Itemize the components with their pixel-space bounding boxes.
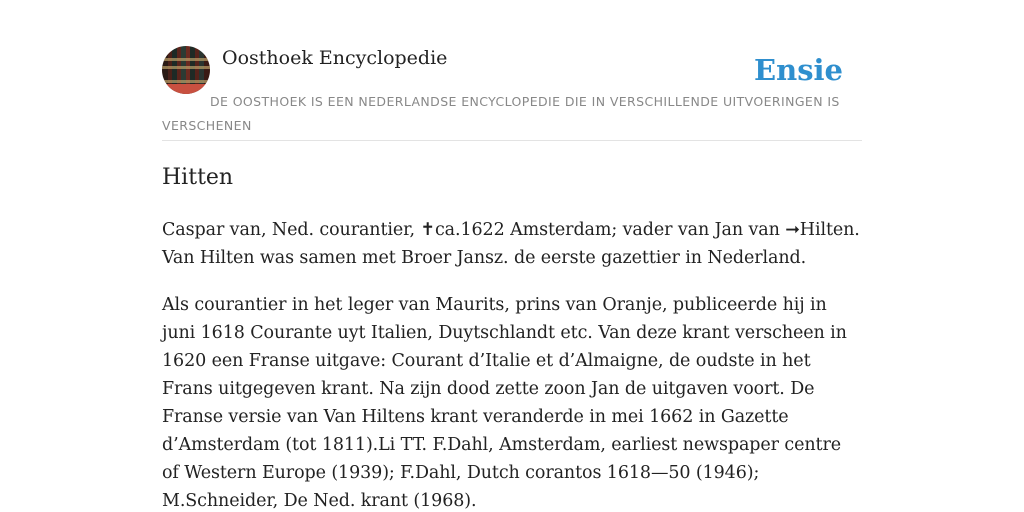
article-title: Hitten: [162, 165, 234, 190]
site-name-link[interactable]: Oosthoek Encyclopedie: [222, 47, 448, 69]
article-paragraph-2: Als courantier in het leger van Maurits, prins van Oranje, publiceerde hij in juni 1618 Courante uyt Italien, Duytschlandt etc. Van deze krant verscheen in 1620 een Franse uitgave: Courant d’Italie et d’Almaigne, de oudste in het Frans uitgegeven krant. Na zijn dood zette zoon Jan de uitgaven voort. De Franse versie van Van Hiltens krant veranderde in mei 1662 in Gazette d’Amsterdam (tot 1811).Li TT. F.Dahl, Amsterdam, earliest newspaper centre of Western Europe (1939); F.Dahl, Dutch corantos 1618—50 (1946); M.Schneider, De Ned. krant (1968).: [162, 295, 847, 511]
ensie-logo-link[interactable]: Ensie: [754, 53, 843, 87]
site-header: [162, 46, 862, 141]
article-paragraph-1: Caspar van, Ned. courantier, ✝ca.1622 Amsterdam; vader van Jan van ➞Hilten. Van Hilten was samen met Broer Jansz. de eerste gazettier in Nederland.: [162, 220, 860, 268]
site-tagline: DE OOSTHOEK IS EEN NEDERLANDSE ENCYCLOPEDIE DIE IN VERSCHILLENDE UITVOERINGEN IS VERSCHENEN: [162, 94, 840, 133]
article: [162, 160, 862, 512]
encyclopedia-books-avatar-icon[interactable]: [162, 46, 210, 94]
